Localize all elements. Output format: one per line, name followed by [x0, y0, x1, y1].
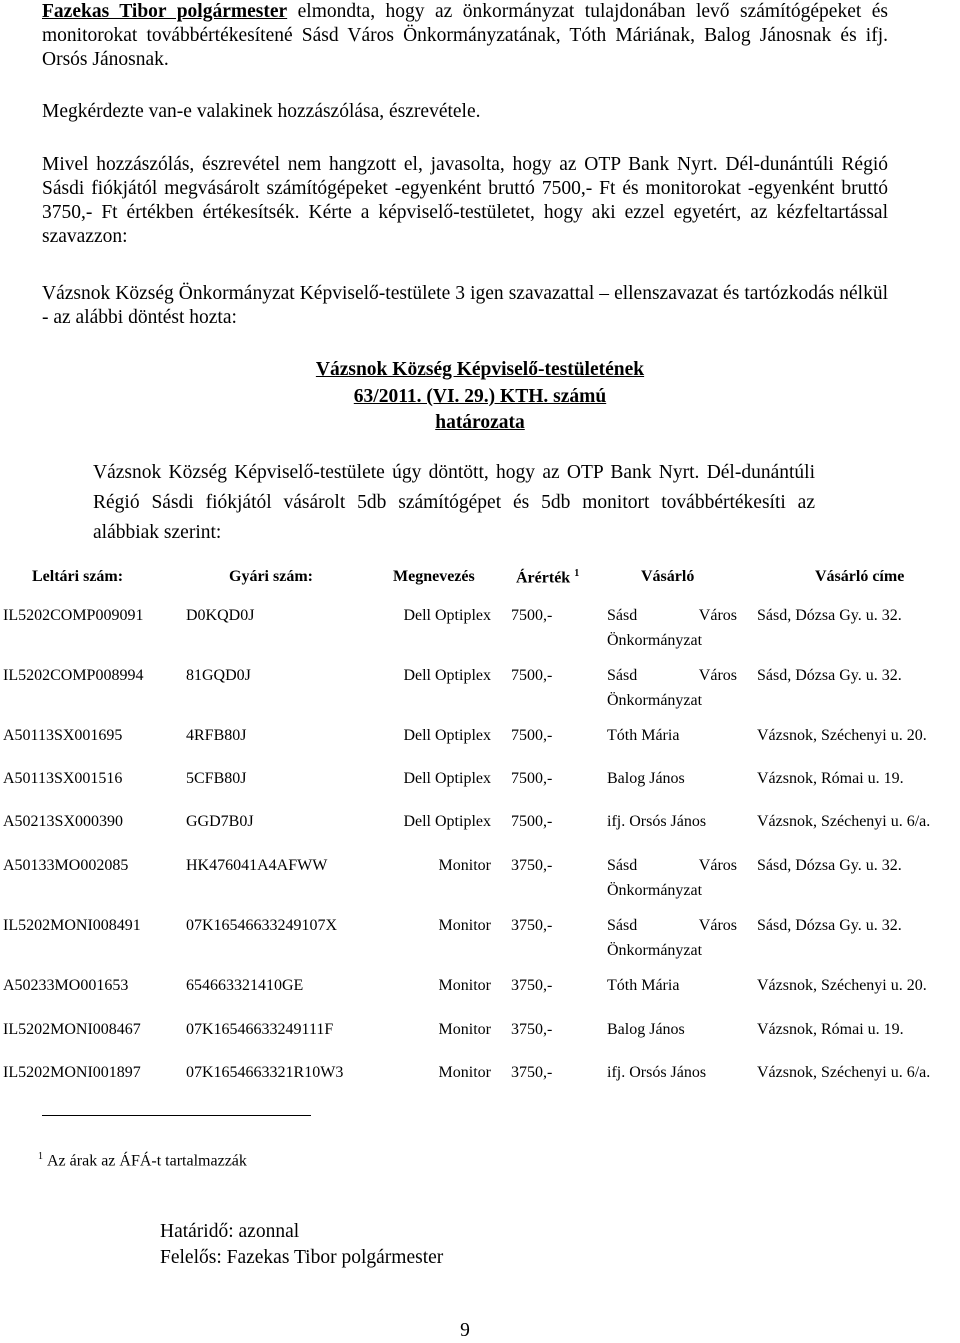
buyer-name-part: Önkormányzat: [607, 882, 703, 899]
item-name: Monitor: [438, 977, 491, 994]
footnote-mark: 1: [574, 568, 580, 579]
serial-number: 4RFB80J: [186, 727, 247, 744]
item-price: 7500,-: [511, 607, 553, 624]
buyer-address: Vázsnok, Széchenyi u. 6/a.: [757, 1064, 931, 1081]
buyer: [607, 1060, 737, 1085]
serial-number: 07K1654663321R10W3: [186, 1064, 344, 1081]
resolution-title-line3: határozata: [435, 412, 525, 433]
item-name: Dell Optiplex: [403, 770, 491, 787]
buyer-address: Vázsnok, Széchenyi u. 6/a.: [757, 813, 931, 830]
inventory-number: IL5202COMP009091: [3, 607, 144, 624]
buyer-address: Vázsnok, Széchenyi u. 20.: [757, 977, 927, 994]
item-price: 7500,-: [511, 770, 553, 787]
item-price: 7500,-: [511, 813, 553, 830]
inventory-number: IL5202MONI001897: [3, 1064, 141, 1081]
buyer-address: Vázsnok, Római u. 19.: [757, 770, 904, 787]
footnote: [38, 1151, 247, 1170]
footnote-divider: [42, 1115, 311, 1116]
buyer-name-part: Sásd: [607, 917, 638, 934]
buyer-name-part: ifj. Orsós János: [607, 813, 707, 830]
buyer-name-part: Város: [698, 667, 737, 684]
header-buyer: Vásárló: [641, 568, 695, 585]
serial-number: 07K16546633249111F: [186, 1021, 334, 1038]
serial-number: GGD7B0J: [186, 813, 254, 830]
resolution-title-line1: Vázsnok Község Képviselő-testületének: [315, 359, 645, 380]
item-name: Dell Optiplex: [403, 813, 491, 830]
buyer-address: Sásd, Dózsa Gy. u. 32.: [757, 857, 902, 874]
header-price-label: Árérték: [516, 569, 571, 587]
speaker-name: Fazekas Tibor polgármester: [42, 1, 288, 22]
item-name: Monitor: [438, 1021, 491, 1038]
item-name: Monitor: [438, 917, 491, 934]
intro-text: elmondta, hogy az önkormányzat tulajdonában levő számítógépeket és monitorokat továbbértékesítené Sásd Város Önkormányzatának, Tóth Máriának, Balog Jánosnak és ifj. Orsós Jánosnak.: [42, 1, 888, 70]
buyer: [607, 663, 737, 713]
inventory-number: A50133MO002085: [3, 857, 129, 874]
header-buyer-address: Vásárló címe: [815, 568, 905, 585]
buyer-name-part: Sásd: [607, 857, 638, 874]
header-inventory: Leltári szám:: [32, 568, 124, 585]
inventory-number: A50113SX001695: [3, 727, 123, 744]
buyer: [607, 973, 737, 998]
item-price: 3750,-: [511, 1064, 553, 1081]
item-name: Dell Optiplex: [403, 667, 491, 684]
serial-number: 07K16546633249107X: [186, 917, 338, 934]
item-name: Dell Optiplex: [403, 607, 491, 624]
buyer-address: Vázsnok, Római u. 19.: [757, 1021, 904, 1038]
serial-number: D0KQD0J: [186, 607, 255, 624]
buyer-address: Sásd, Dózsa Gy. u. 32.: [757, 607, 902, 624]
buyer: [607, 809, 737, 834]
resolution-title-line2: 63/2011. (VI. 29.) KTH. számú: [353, 386, 607, 407]
buyer-name-part: Balog János: [607, 770, 685, 787]
item-price: 3750,-: [511, 857, 553, 874]
item-name: Monitor: [438, 857, 491, 874]
buyer-address: Sásd, Dózsa Gy. u. 32.: [757, 917, 902, 934]
item-price: 3750,-: [511, 917, 553, 934]
deadline: Határidő: azonnal: [160, 1221, 300, 1242]
intro-paragraph: [42, 0, 888, 72]
serial-number: 654663321410GE: [186, 977, 304, 994]
resolution-text: Vázsnok Község Képviselő-testülete úgy döntött, hogy az OTP Bank Nyrt. Dél-dunántúli Régió Sásdi fiókjától vásárolt 5db számítógépet és 5db monitort továbbértékesíti az alábbiak szerint:: [93, 462, 815, 543]
buyer-name-part: ifj. Orsós János: [607, 1064, 707, 1081]
inventory-number: A50213SX000390: [3, 813, 124, 830]
serial-number: HK476041A4AFWW: [186, 857, 328, 874]
buyer-name-part: Sásd: [607, 607, 638, 624]
buyer: [607, 723, 737, 748]
item-price: 3750,-: [511, 977, 553, 994]
serial-number: 81GQD0J: [186, 667, 251, 684]
item-price: 7500,-: [511, 727, 553, 744]
item-price: 7500,-: [511, 667, 553, 684]
vote-paragraph: Vázsnok Község Önkormányzat Képviselő-testülete 3 igen szavazattal – ellenszavazat és tartózkodás nélkül - az alábbi döntést hozta:: [42, 283, 888, 328]
header-name: Megnevezés: [393, 568, 475, 585]
proposal-paragraph: Mivel hozzászólás, észrevétel nem hangzott el, javasolta, hogy az OTP Bank Nyrt. Dél-dunántúli Régió Sásdi fiókjától megvásárolt számítógépeket -egyenként bruttó 7500,- Ft és monitorokat -egyenként bruttó 3750,- Ft értékben értékesítsék. Kérte a képviselő-testületet, hogy aki ezzel egyetért, az kézfeltartással szavazzon:: [42, 154, 888, 247]
page-number: 9: [460, 1320, 470, 1341]
buyer-name-part: Város: [698, 607, 737, 624]
header-price: [516, 568, 579, 587]
question-paragraph: Megkérdezte van-e valakinek hozzászólása, észrevétele.: [42, 101, 481, 122]
buyer: [607, 603, 737, 653]
inventory-number: A50113SX001516: [3, 770, 123, 787]
buyer: [607, 766, 737, 791]
buyer-name-part: Tóth Mária: [607, 977, 680, 994]
item-name: Monitor: [438, 1064, 491, 1081]
buyer-name-part: Város: [698, 917, 737, 934]
responsible: Felelős: Fazekas Tibor polgármester: [160, 1247, 444, 1268]
inventory-number: IL5202MONI008491: [3, 917, 141, 934]
buyer-name-part: Sásd: [607, 667, 638, 684]
buyer-name-part: Önkormányzat: [607, 632, 703, 649]
inventory-number: IL5202MONI008467: [3, 1021, 141, 1038]
footnote-text: Az árak az ÁFÁ-t tartalmazzák: [47, 1152, 247, 1170]
item-name: Dell Optiplex: [403, 727, 491, 744]
footnote-number: 1: [38, 1151, 43, 1162]
buyer-name-part: Tóth Mária: [607, 727, 680, 744]
inventory-number: IL5202COMP008994: [3, 667, 144, 684]
buyer: [607, 853, 737, 903]
buyer-address: Sásd, Dózsa Gy. u. 32.: [757, 667, 902, 684]
serial-number: 5CFB80J: [186, 770, 247, 787]
buyer-name-part: Önkormányzat: [607, 692, 703, 709]
buyer: [607, 1017, 737, 1042]
buyer: [607, 913, 737, 963]
item-price: 3750,-: [511, 1021, 553, 1038]
buyer-name-part: Város: [698, 857, 737, 874]
inventory-number: A50233MO001653: [3, 977, 129, 994]
buyer-name-part: Önkormányzat: [607, 942, 703, 959]
header-serial: Gyári szám:: [229, 568, 313, 585]
buyer-name-part: Balog János: [607, 1021, 685, 1038]
buyer-address: Vázsnok, Széchenyi u. 20.: [757, 727, 927, 744]
